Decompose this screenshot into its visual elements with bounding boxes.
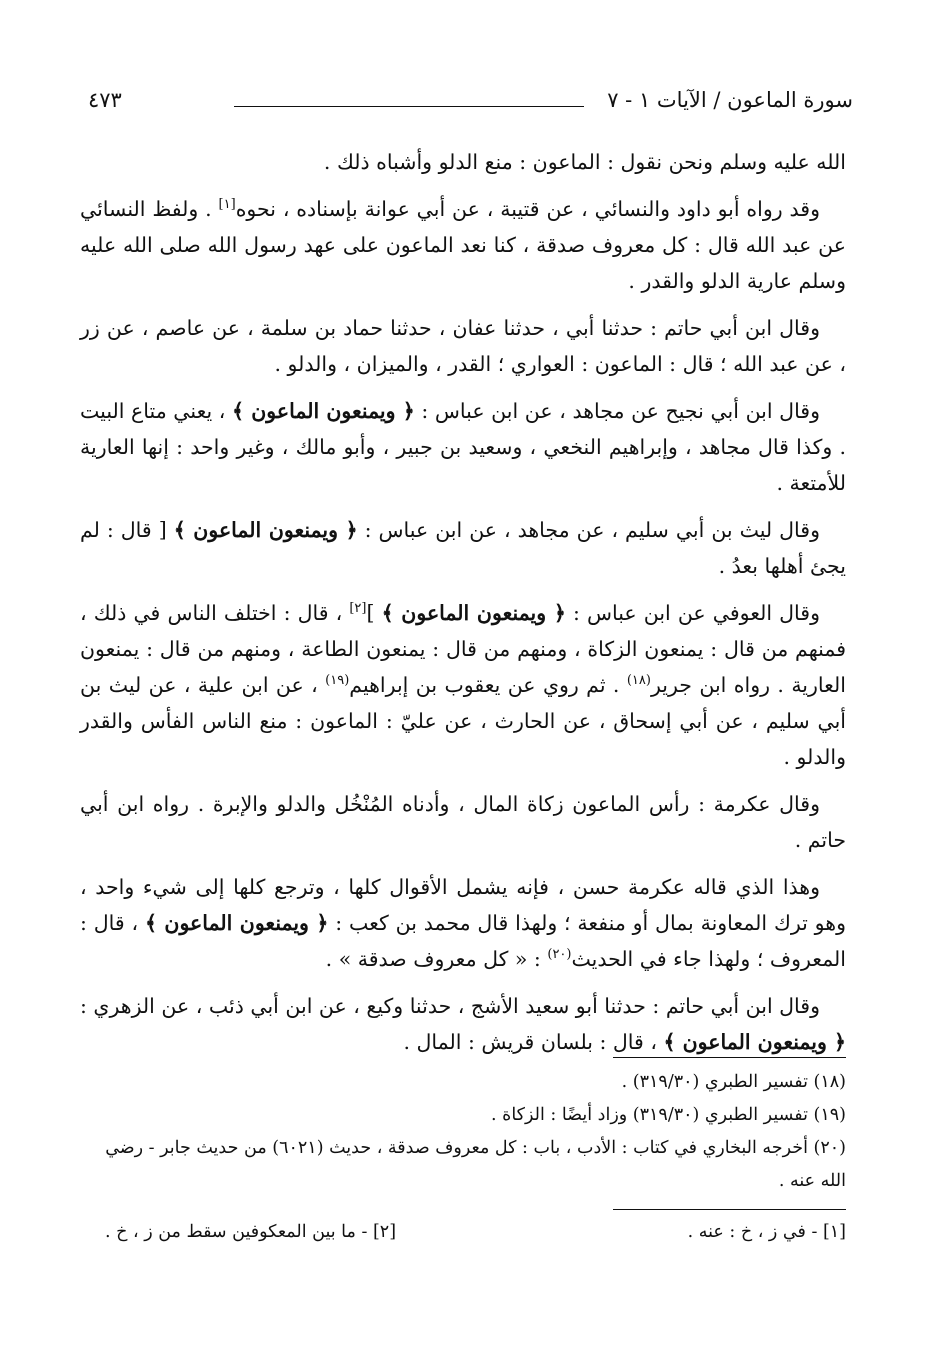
text-run: ، عن ابن علية ، عن ليث بن أبي سليم ، عن أبي إسحاق ، عن الحارث ، عن عليّ : الماعون : منع الناس الفأس والقدر والدلو .	[80, 673, 846, 769]
quran-verse: ﴿ ويمنعون الماعون ﴾	[231, 399, 415, 423]
text-run: وقال ابن أبي حاتم : حدثنا أبو سعيد الأشج ، حدثنا وكيع ، عن ابن أبي ذئب ، عن الزهري :	[80, 994, 820, 1018]
footnote-text: أخرجه البخاري في كتاب : الأدب ، باب : كل معروف صدقة ، حديث (٦٠٢١) من حديث جابر - رضي الله عنه .	[105, 1138, 846, 1191]
paragraph	[80, 512, 846, 584]
paragraph	[80, 144, 846, 180]
editor-note	[688, 1222, 846, 1242]
footnotes	[95, 1066, 846, 1198]
text-run: وقد رواه أبو داود والنسائي ، عن قتيبة ، عن أبي عوانة بإسناده ، نحوه	[235, 197, 820, 221]
footnote-ref: (٢٠)	[547, 947, 572, 963]
footnote-ref: (١٩)	[325, 673, 350, 689]
text-run: ، قال : اختلف الناس في ذلك ، فمنهم من قال : يمنعون الزكاة ، ومنهم من قال : يمنعون الطاعة ، ومنهم من قال : يمنعون العارية . رواه ابن جرير	[80, 601, 846, 697]
text-run: وقال عكرمة : رأس الماعون زكاة المال ، وأدناه المُنْخُل والدلو والإبرة . رواه ابن أبي حاتم .	[80, 792, 846, 852]
editor-note-ref: [٢]	[349, 601, 367, 617]
editor-note	[105, 1222, 396, 1242]
quran-verse: ﴿ ويمنعون الماعون ﴾	[663, 1030, 846, 1054]
editor-notes-separator	[613, 1209, 846, 1210]
footnote	[95, 1099, 846, 1132]
main-text	[80, 144, 846, 1071]
editor-note-text: - ما بين المعكوفين سقط من ز ، خ .	[105, 1222, 368, 1242]
text-run: ]	[366, 601, 382, 625]
footnote	[95, 1132, 846, 1198]
editor-note-number: [١]	[822, 1222, 846, 1242]
footnote-number: (١٩)	[813, 1105, 846, 1125]
editor-note-text: - في ز ، خ : عنه .	[687, 1222, 818, 1242]
footnote-number: (١٨)	[813, 1072, 846, 1092]
quran-verse: ﴿ ويمنعون الماعون ﴾	[173, 518, 358, 542]
footnote	[95, 1066, 846, 1099]
paragraph	[80, 869, 846, 977]
paragraph	[80, 786, 846, 858]
footnote-text: تفسير الطبري (٣١٩/٣٠) .	[621, 1072, 808, 1092]
footnote-ref: (١٨)	[626, 673, 651, 689]
paragraph	[80, 191, 846, 299]
text-run: الله عليه وسلم ونحن نقول : الماعون : منع الدلو وأشباه ذلك .	[323, 150, 846, 174]
text-run: . ولفظ النسائي عن عبد الله قال : كل معروف صدقة ، كنا نعد الماعون على عهد رسول الله صلى الله عليه وسلم عارية الدلو والقدر .	[80, 197, 846, 293]
text-run: : « كل معروف صدقة » .	[325, 947, 548, 971]
text-run: وقال العوفي عن ابن عباس :	[565, 601, 820, 625]
text-run: [ قال : لم يجئ أهلها بعدُ .	[80, 518, 846, 578]
footnote-separator	[613, 1057, 846, 1058]
text-run: ، قال : المعروف ؛ ولهذا جاء في الحديث	[80, 911, 846, 971]
footnote-number: (٢٠)	[813, 1138, 846, 1158]
text-run: ، قال : بلسان قريش : المال .	[403, 1030, 664, 1054]
running-title: سورة الماعون / الآيات ١ - ٧	[607, 88, 853, 112]
footnote-text: تفسير الطبري (٣١٩/٣٠) وزاد أيضًا : الزكاة .	[491, 1105, 808, 1125]
text-run: وهذا الذي قاله عكرمة حسن ، فإنه يشمل الأقوال كلها ، وترجع كلها إلى شيء واحد ، وهو ترك المعاونة بمال أو منفعة ؛ ولهذا قال محمد بن كعب :	[80, 875, 846, 935]
editor-note-number: [٢]	[372, 1222, 397, 1242]
editor-note-ref: [١]	[218, 197, 236, 213]
quran-verse: ﴿ ويمنعون الماعون ﴾	[381, 601, 566, 625]
text-run: وقال ابن أبي حاتم : حدثنا أبي ، حدثنا عفان ، حدثنا حماد بن سلمة ، عن عاصم ، عن زر ، عن عبد الله ؛ قال : الماعون : العواري ؛ القدر ، والميزان ، والدلو .	[80, 316, 846, 376]
quran-verse: ﴿ ويمنعون الماعون ﴾	[144, 911, 329, 935]
paragraph	[80, 310, 846, 382]
page-header	[88, 88, 853, 122]
header-rule	[234, 106, 584, 107]
editor-notes	[95, 1222, 846, 1256]
paragraph	[80, 595, 846, 775]
text-run: ، يعني متاع البيت . وكذا قال مجاهد ، وإبراهيم النخعي ، وسعيد بن جبير ، وأبو مالك ، وغير واحد : إنها العارية للأمتعة .	[80, 399, 846, 495]
paragraph	[80, 393, 846, 501]
page-number: ٤٧٣	[88, 88, 122, 112]
text-run: وقال ليث بن أبي سليم ، عن مجاهد ، عن ابن عباس :	[357, 518, 820, 542]
text-run: . ثم روي عن يعقوب بن إبراهيم	[349, 673, 627, 697]
text-run: وقال ابن أبي نجيح عن مجاهد ، عن ابن عباس :	[414, 399, 821, 423]
paragraph	[80, 988, 846, 1060]
